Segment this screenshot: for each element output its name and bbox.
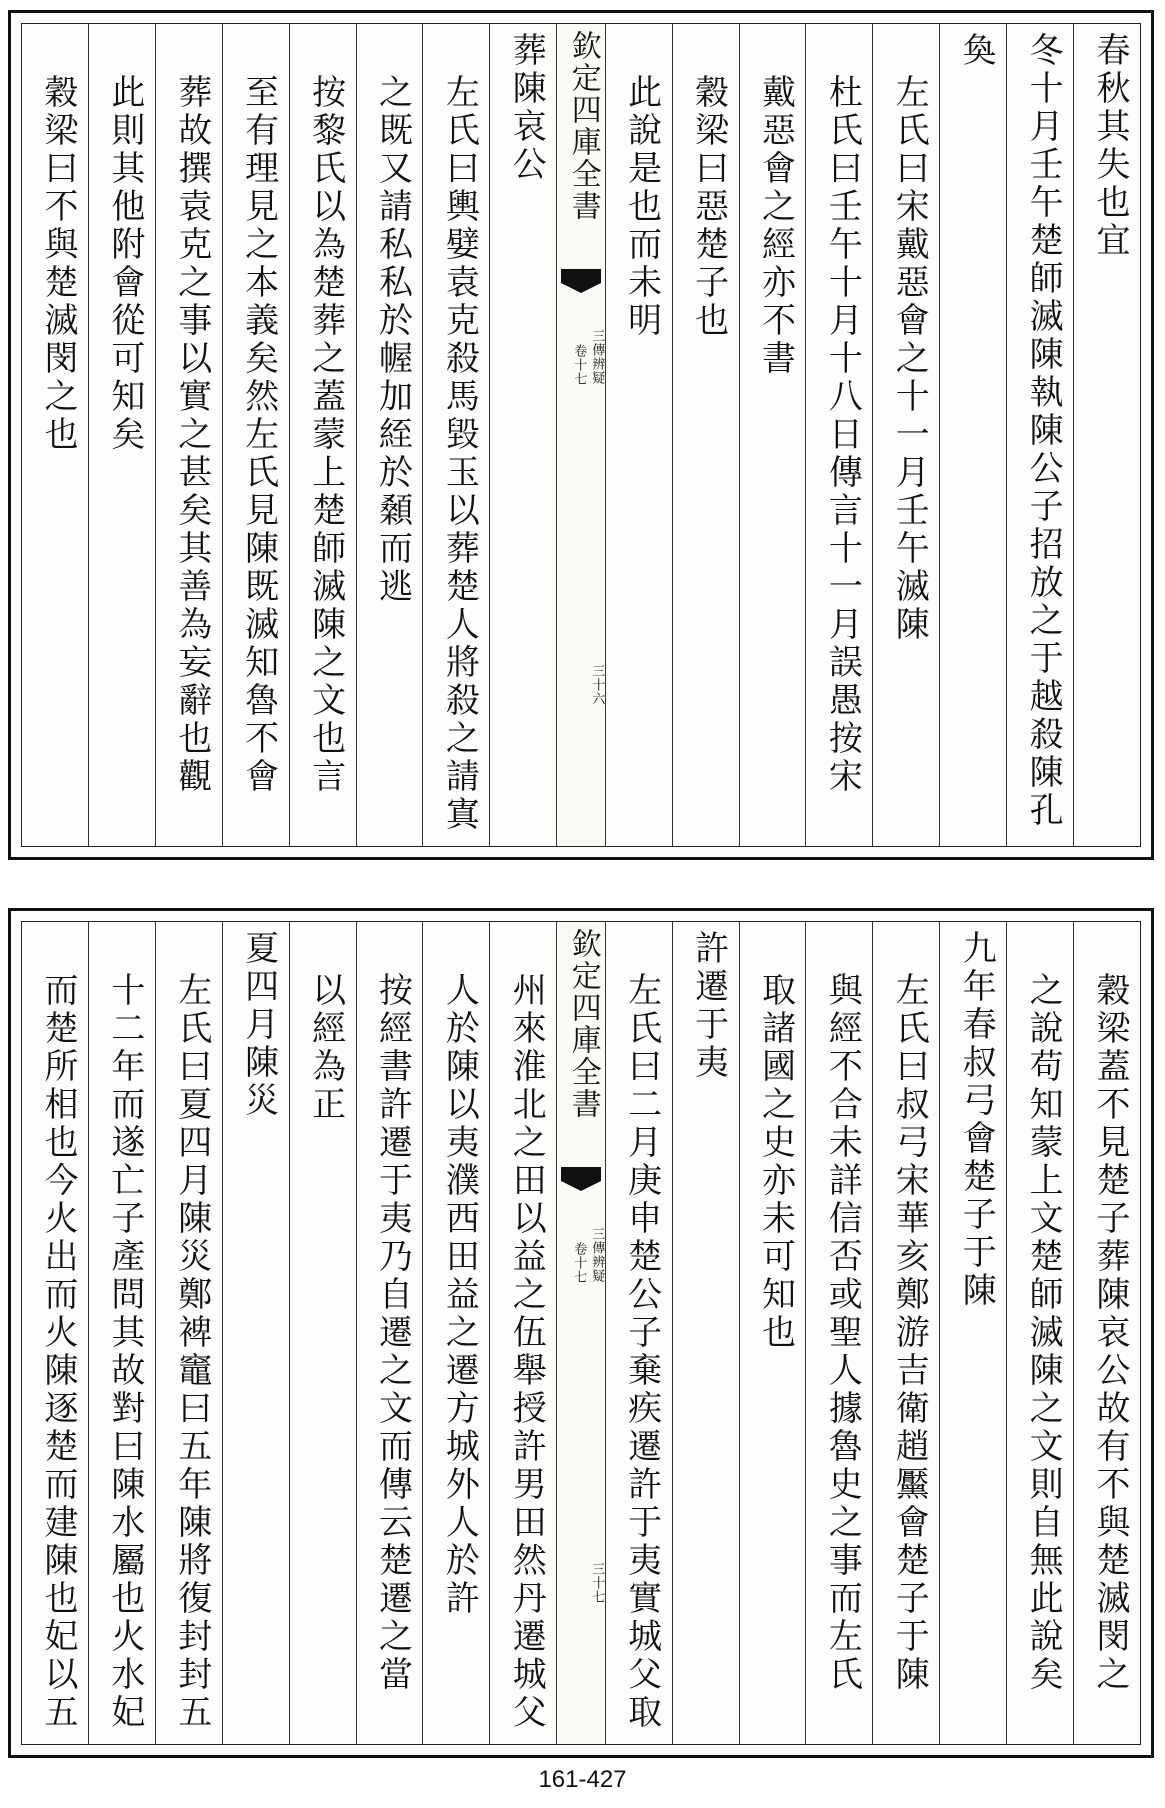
column-text: 十二年而遂亡子產問其故對曰陳水屬也火水妃 bbox=[104, 972, 145, 1732]
text-column bbox=[605, 24, 672, 846]
text-column bbox=[1006, 922, 1073, 1744]
text-column bbox=[222, 24, 289, 846]
center-fold-column bbox=[556, 922, 604, 1744]
text-column bbox=[22, 24, 88, 846]
bottom-page-columns bbox=[22, 922, 1140, 1744]
column-text: 冬十月壬午楚師滅陳執陳公子招放之于越殺陳孔 bbox=[1023, 32, 1064, 830]
fish-tail-mark bbox=[561, 269, 601, 291]
text-column bbox=[489, 24, 556, 846]
text-column bbox=[289, 24, 356, 846]
page-number: 161-427 bbox=[538, 1766, 627, 1793]
column-text: 穀梁曰惡楚子也 bbox=[688, 74, 729, 340]
column-text: 九年春叔弓會楚子于陳 bbox=[956, 930, 997, 1310]
text-column bbox=[88, 24, 155, 846]
text-column bbox=[805, 24, 872, 846]
column-text: 左氏曰夏四月陳災鄭裨竈曰五年陳將復封封五 bbox=[171, 972, 212, 1732]
column-text: 以經為正 bbox=[305, 972, 346, 1124]
column-text: 而楚所相也今火出而火陳逐楚而建陳也妃以五 bbox=[37, 972, 78, 1732]
text-column bbox=[872, 922, 939, 1744]
column-text: 至有理見之本義矣然左氏見陳既滅知魯不會 bbox=[238, 74, 279, 796]
volume-label: 卷十七 bbox=[571, 1242, 587, 1284]
column-text: 夏四月陳災 bbox=[238, 930, 279, 1120]
text-column bbox=[155, 24, 222, 846]
text-column bbox=[939, 24, 1006, 846]
column-text: 許遷于夷 bbox=[688, 930, 729, 1082]
column-text: 取諸國之史亦未可知也 bbox=[755, 972, 796, 1352]
column-text: 與經不合未詳信否或聖人據魯史之事而左氏 bbox=[822, 972, 863, 1694]
text-column bbox=[872, 24, 939, 846]
column-text: 人於陳以夷濮西田益之遷方城外人於許 bbox=[439, 972, 480, 1618]
text-column bbox=[422, 922, 489, 1744]
column-text: 左氏曰輿嬖袁克殺馬毀玉以葬楚人將殺之請寘 bbox=[439, 74, 480, 834]
text-column bbox=[1006, 24, 1073, 846]
column-text: 左氏曰宋戴惡會之十一月壬午滅陳 bbox=[889, 74, 930, 644]
column-text: 之說苟知蒙上文楚師滅陳之文則自無此說矣 bbox=[1023, 972, 1064, 1694]
column-text: 葬故撰袁克之事以實之甚矣其善為妄辭也觀 bbox=[171, 74, 212, 796]
text-column bbox=[222, 922, 289, 1744]
top-page bbox=[8, 10, 1154, 860]
text-column bbox=[356, 24, 423, 846]
column-text: 春秋其失也宜 bbox=[1090, 32, 1130, 260]
folio-number: 三十七 bbox=[589, 1562, 605, 1604]
column-text: 奐 bbox=[956, 32, 997, 70]
column-text: 此說是也而未明 bbox=[621, 74, 662, 340]
text-column bbox=[356, 922, 423, 1744]
fish-tail-mark bbox=[561, 1167, 601, 1189]
column-text: 按經書許遷于夷乃自遷之文而傳云楚遷之當 bbox=[372, 972, 413, 1694]
column-text: 穀梁曰不與楚滅閔之也 bbox=[37, 74, 78, 454]
folio-number: 三十六 bbox=[589, 664, 605, 706]
top-page-frame bbox=[21, 23, 1141, 847]
column-text: 之既又請私私於幄加絰於顙而逃 bbox=[372, 74, 413, 606]
center-fold-column bbox=[556, 24, 604, 846]
text-column bbox=[22, 922, 88, 1744]
column-text: 州來淮北之田以益之伍舉授許男田然丹遷城父 bbox=[506, 972, 547, 1732]
column-text: 葬陳哀公 bbox=[506, 32, 547, 184]
text-column bbox=[289, 922, 356, 1744]
text-column bbox=[1073, 922, 1140, 1744]
bottom-page bbox=[8, 908, 1154, 1758]
text-column bbox=[489, 922, 556, 1744]
text-column bbox=[805, 922, 872, 1744]
column-text: 左氏曰二月庚申楚公子棄疾遷許于夷實城父取 bbox=[621, 972, 662, 1732]
side-title: 三傳辨疑 bbox=[589, 1227, 605, 1283]
text-column bbox=[739, 922, 806, 1744]
column-text: 此則其他附會從可知矣 bbox=[104, 74, 145, 454]
volume-label: 卷十七 bbox=[571, 344, 587, 386]
text-column bbox=[939, 922, 1006, 1744]
top-page-columns bbox=[22, 24, 1140, 846]
text-column bbox=[672, 922, 739, 1744]
text-column bbox=[605, 922, 672, 1744]
text-column bbox=[672, 24, 739, 846]
column-text: 按黎氏以為楚葬之蓋蒙上楚師滅陳之文也言 bbox=[305, 74, 346, 796]
side-title: 三傳辨疑 bbox=[589, 329, 605, 385]
text-column bbox=[88, 922, 155, 1744]
column-text: 左氏曰叔弓宋華亥鄭游吉衛趙黶會楚子于陳 bbox=[889, 972, 930, 1694]
column-text: 戴惡會之經亦不書 bbox=[755, 74, 796, 378]
text-column bbox=[739, 24, 806, 846]
column-text: 穀梁蓋不見楚子葬陳哀公故有不與楚滅閔之 bbox=[1090, 972, 1130, 1694]
banner-title: 欽定四庫全書 bbox=[565, 928, 601, 1120]
column-text: 杜氏曰壬午十月十八日傳言十一月誤愚按宋 bbox=[822, 74, 863, 796]
text-column bbox=[155, 922, 222, 1744]
bottom-page-frame bbox=[21, 921, 1141, 1745]
banner-title: 欽定四庫全書 bbox=[565, 30, 601, 222]
text-column bbox=[1073, 24, 1140, 846]
text-column bbox=[422, 24, 489, 846]
